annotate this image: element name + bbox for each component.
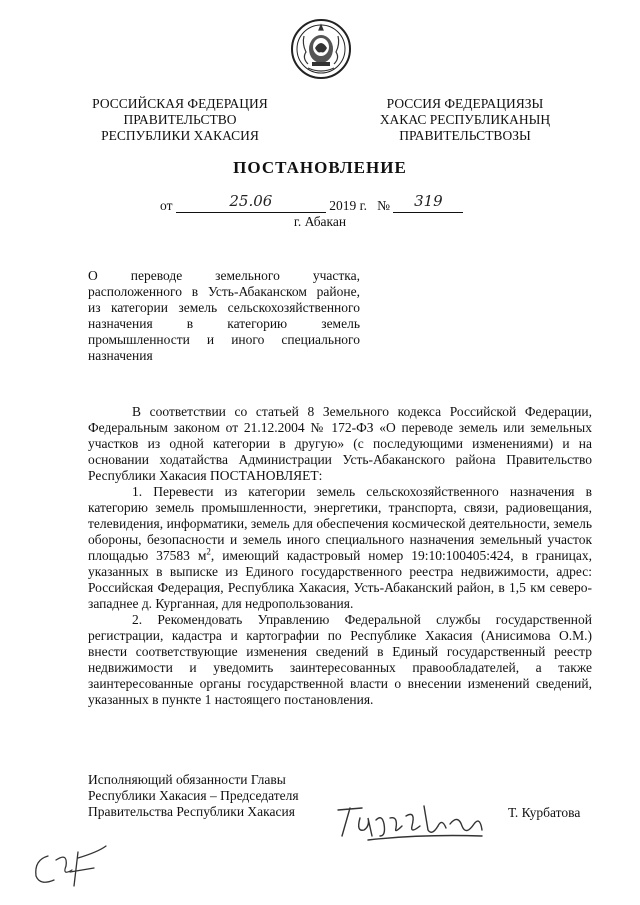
body-paragraph-item-2: 2. Рекомендовать Управлению Федеральной службы государственной регистрации, кадастра и картографии по Республике Хакасия (Анисимова О.М.) внести соответствующие изменения сведений в Единый государственный реестр недвижимости и уведомить заинтересованных правообладателей, а также заинтересованные органы государственной власти о внесении изменений сведений, указанных в пункте 1 настоящего постановления. xyxy=(88,612,592,707)
subject-line: О переводе земельного участка, xyxy=(88,268,360,283)
city: г. Абакан xyxy=(293,214,347,229)
header-left-line: РОССИЙСКАЯ ФЕДЕРАЦИЯ xyxy=(92,96,268,111)
signatory-line: Республики Хакасия – Председателя xyxy=(88,788,299,803)
header-left-block xyxy=(80,96,280,144)
date-year: 2019 г. xyxy=(329,198,367,213)
coat-of-arms-icon xyxy=(290,18,352,80)
subject-line: промышленности и иного специального xyxy=(88,332,360,347)
handwritten-date: 25.06 xyxy=(229,192,273,210)
signatory-line: Правительства Республики Хакасия xyxy=(88,804,295,819)
date-number-line xyxy=(160,192,500,214)
body-paragraph-preamble: В соответствии со статьей 8 Земельного кодекса Российской Федерации, Федеральным законом от 21.12.2004 № 172-ФЗ «О переводе земель или земельных участков из одной категории в другую» (с последующими изменениями) и на основании ходатайства Администрации Усть-Абаканского района Правительство Республики Хакасия ПОСТАНОВЛЯЕТ: xyxy=(88,404,592,483)
number-blank xyxy=(393,192,463,213)
header-right-line: ХАКАС РЕСПУБЛИКАНЫҢ xyxy=(379,112,551,127)
header-left-line: ПРАВИТЕЛЬСТВО xyxy=(123,112,237,127)
subject-line: расположенного в Усть-Абаканском районе, xyxy=(88,284,360,299)
number-label: № xyxy=(377,198,391,213)
subject-block xyxy=(88,268,360,364)
signatory-position xyxy=(88,772,348,820)
signer-name: Т. Курбатова xyxy=(508,805,581,820)
handwritten-signature-icon xyxy=(332,796,500,844)
header-left-line: РЕСПУБЛИКИ ХАКАСИЯ xyxy=(101,128,259,143)
subject-line: из категории земель сельскохозяйственного xyxy=(88,300,360,315)
date-blank xyxy=(176,192,326,213)
document-title: ПОСТАНОВЛЕНИЕ xyxy=(233,158,407,177)
handwritten-number: 319 xyxy=(414,192,443,210)
document-body xyxy=(88,404,592,708)
handwritten-initials-icon xyxy=(28,842,118,892)
header-right-line: ПРАВИТЕЛЬСТВОЗЫ xyxy=(399,128,531,143)
header-right-block xyxy=(365,96,565,144)
signatory-line: Исполняющий обязанности Главы xyxy=(88,772,286,787)
superscript: 2 xyxy=(206,546,211,557)
subject-line: назначения в категорию земель xyxy=(88,316,360,331)
subject-line: назначения xyxy=(88,348,153,363)
date-prefix: от xyxy=(160,198,173,213)
body-paragraph-item-1: 1. Перевести из категории земель сельскохозяйственного назначения в категорию земель промышленности, энергетики, транспорта, связи, радиовещания, телевидения, информатики, земель для обеспечения космической деятельности, земель обороны, безопасности и земель иного специального назначения земельный участок площадью 37583 $м^2$, имеющий кадастровый номер 19:10:100405:424, в границах, указанных в выписке из Единого государственного реестра недвижимости, адрес: Российская Федерация, Республика Хакасия, Усть-Абаканский район, в 1,5 км северо-западнее д. Курганная, для недропользования. xyxy=(88,484,592,611)
header-right-line: РОССИЯ ФЕДЕРАЦИЯЗЫ xyxy=(386,96,544,111)
